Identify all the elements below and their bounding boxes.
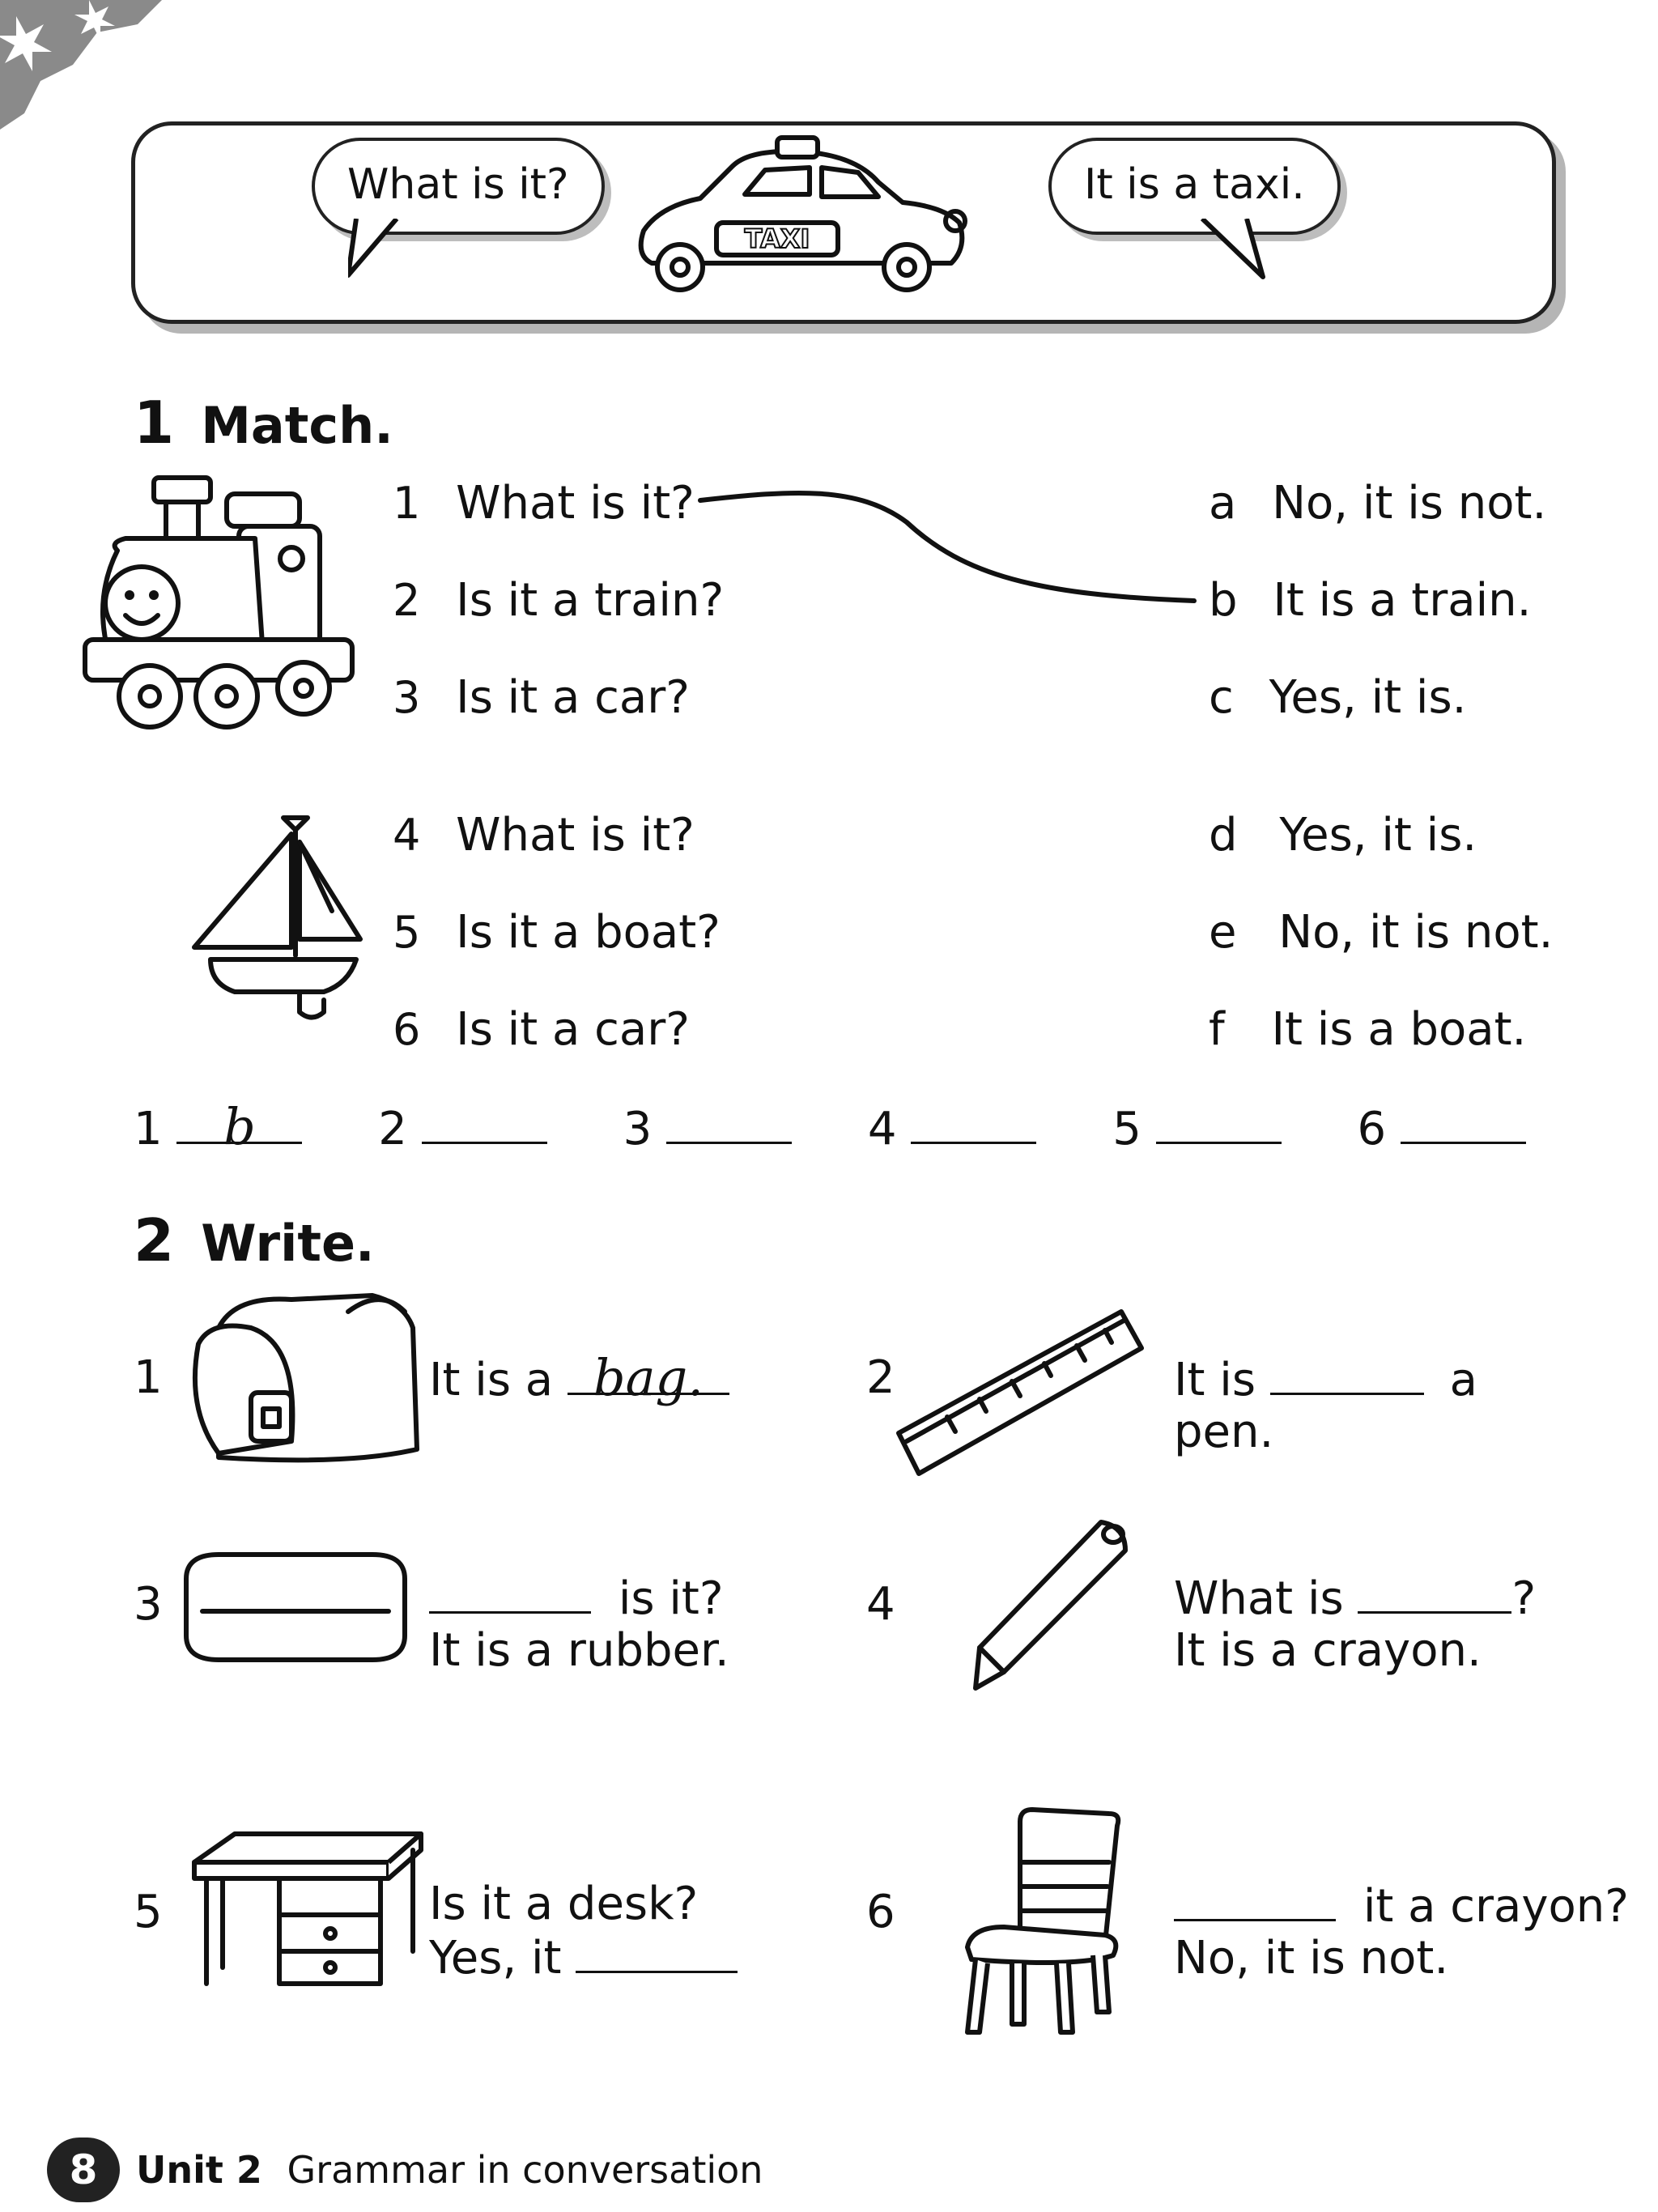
speech-bubble-answer [1048,138,1341,235]
answer-key-row [134,1097,1526,1156]
match-question-text: Is it a train? [456,574,725,627]
match-answer-b [1209,575,1531,627]
answer-key-item [378,1101,546,1155]
write-item-2 [1174,1352,1477,1458]
write-item-1 [429,1348,729,1407]
answer-key-item [1112,1101,1281,1155]
match-answer-text: It is a train. [1273,574,1532,627]
write-item-text: a [1449,1354,1477,1406]
answer-key-number: 1 [134,1103,163,1155]
write-item-text: It is a rubber. [429,1624,729,1677]
answer-key-blank[interactable] [666,1101,792,1144]
match-question-number: 4 [393,810,421,861]
match-answer-c [1209,672,1466,724]
exercise1-number: 1 [134,389,175,457]
match-answer-letter: c [1209,671,1234,724]
match-question-text: Is it a car? [456,1003,690,1056]
match-answer-letter: d [1209,809,1238,861]
answer-key-number: 2 [378,1103,407,1155]
answer-key-blank[interactable] [911,1101,1036,1144]
match-answer-letter: e [1209,906,1237,959]
taxi-icon [636,134,976,304]
match-question-number: 1 [393,478,421,529]
write-blank[interactable] [568,1348,729,1407]
match-question-text: What is it? [456,809,695,861]
match-answer-d [1209,810,1477,861]
answer-key-item [1357,1101,1525,1155]
write-item-text: It is a crayon. [1174,1624,1482,1677]
answer-key-item [134,1097,302,1156]
bubble-question-text: What is it? [347,160,569,209]
write-item-5 [429,1878,738,1984]
page-number-badge [47,2138,120,2202]
match-connector-line [696,486,1198,623]
write-blank[interactable] [1358,1571,1511,1614]
write-item-4-number: 4 [866,1578,895,1631]
match-answer-letter: b [1209,574,1238,627]
match-answer-a [1209,478,1546,530]
write-blank[interactable] [429,1571,591,1614]
match-question-number: 2 [393,575,421,626]
match-question-text: Is it a car? [456,671,690,724]
boat-icon [186,814,364,1032]
write-item-text: It is [1174,1354,1256,1406]
write-item-text: No, it is not. [1174,1932,1449,1984]
match-answer-text: No, it is not. [1278,906,1554,959]
bag-icon [186,1279,421,1474]
exercise2-heading [134,1206,375,1274]
write-item-text: ? [1511,1572,1537,1625]
answer-key-blank[interactable] [176,1097,302,1156]
rubber-icon [178,1546,413,1668]
write-item-text: Is it a desk? [429,1878,699,1930]
exercise1-heading [134,389,393,457]
bubble-tail-right [1198,219,1271,283]
write-item-text: pen. [1174,1406,1274,1458]
exercise1-title: Match. [201,396,393,455]
write-item-3-number: 3 [134,1578,163,1631]
write-item-text: It is a [429,1354,554,1406]
answer-key-item [623,1101,792,1155]
page-number: 8 [69,2146,98,2193]
match-question-1 [393,478,695,530]
match-answer-letter: a [1209,477,1237,530]
bubble-answer-text: It is a taxi. [1084,160,1305,209]
match-answer-text: No, it is not. [1272,477,1547,530]
exercise2-title: Write. [201,1214,375,1273]
match-question-number: 3 [393,672,421,723]
write-blank[interactable] [1174,1878,1336,1921]
desk-icon [186,1830,429,2000]
match-question-number: 6 [393,1004,421,1055]
answer-key-number: 6 [1357,1103,1387,1155]
chair-icon [955,1806,1133,2040]
footer-caption [136,2146,763,2194]
match-answer-text: Yes, it is. [1279,809,1477,861]
write-item-text: is it? [618,1572,724,1625]
write-item-2-number: 2 [866,1351,895,1404]
crayon-icon [963,1514,1141,1700]
match-answer-text: It is a boat. [1271,1003,1527,1056]
write-item-text: What is [1174,1572,1344,1625]
match-question-number: 5 [393,907,421,958]
answer-key-handwritten: b [223,1097,256,1156]
answer-key-blank[interactable] [1401,1101,1526,1144]
write-item-6-number: 6 [866,1886,895,1938]
match-question-4 [393,810,695,861]
write-item-5-number: 5 [134,1886,163,1938]
match-question-2 [393,575,724,627]
exercise2-number: 2 [134,1206,175,1274]
write-item-text: it a crayon? [1363,1880,1629,1933]
match-answer-f [1209,1004,1526,1056]
footer-section: Grammar in conversation [287,2148,763,2192]
write-blank[interactable] [576,1930,738,1973]
ruler-icon [891,1304,1150,1490]
write-item-text: Yes, it [429,1932,562,1984]
match-question-text: Is it a boat? [456,906,721,959]
write-item-6 [1174,1878,1629,1984]
write-handwritten-answer: bag. [593,1348,704,1407]
match-answer-letter: f [1209,1003,1225,1056]
match-answer-e [1209,907,1553,959]
write-item-4 [1174,1571,1536,1677]
taxi-sign-text: TAXI [744,223,810,254]
footer-unit: Unit 2 [136,2148,262,2192]
write-item-1-number: 1 [134,1351,163,1404]
answer-key-number: 5 [1112,1103,1141,1155]
answer-key-item [868,1101,1036,1155]
bubble-tail-left [348,219,413,283]
match-question-6 [393,1004,690,1056]
answer-key-number: 3 [623,1103,653,1155]
match-question-3 [393,672,690,724]
answer-key-blank[interactable] [422,1101,547,1144]
answer-key-number: 4 [867,1103,897,1155]
match-question-text: What is it? [456,477,695,530]
train-icon [77,470,376,737]
answer-key-blank[interactable] [1156,1101,1282,1144]
match-answer-text: Yes, it is. [1269,671,1467,724]
write-item-3 [429,1571,729,1677]
write-blank[interactable] [1270,1352,1424,1395]
match-question-5 [393,907,721,959]
